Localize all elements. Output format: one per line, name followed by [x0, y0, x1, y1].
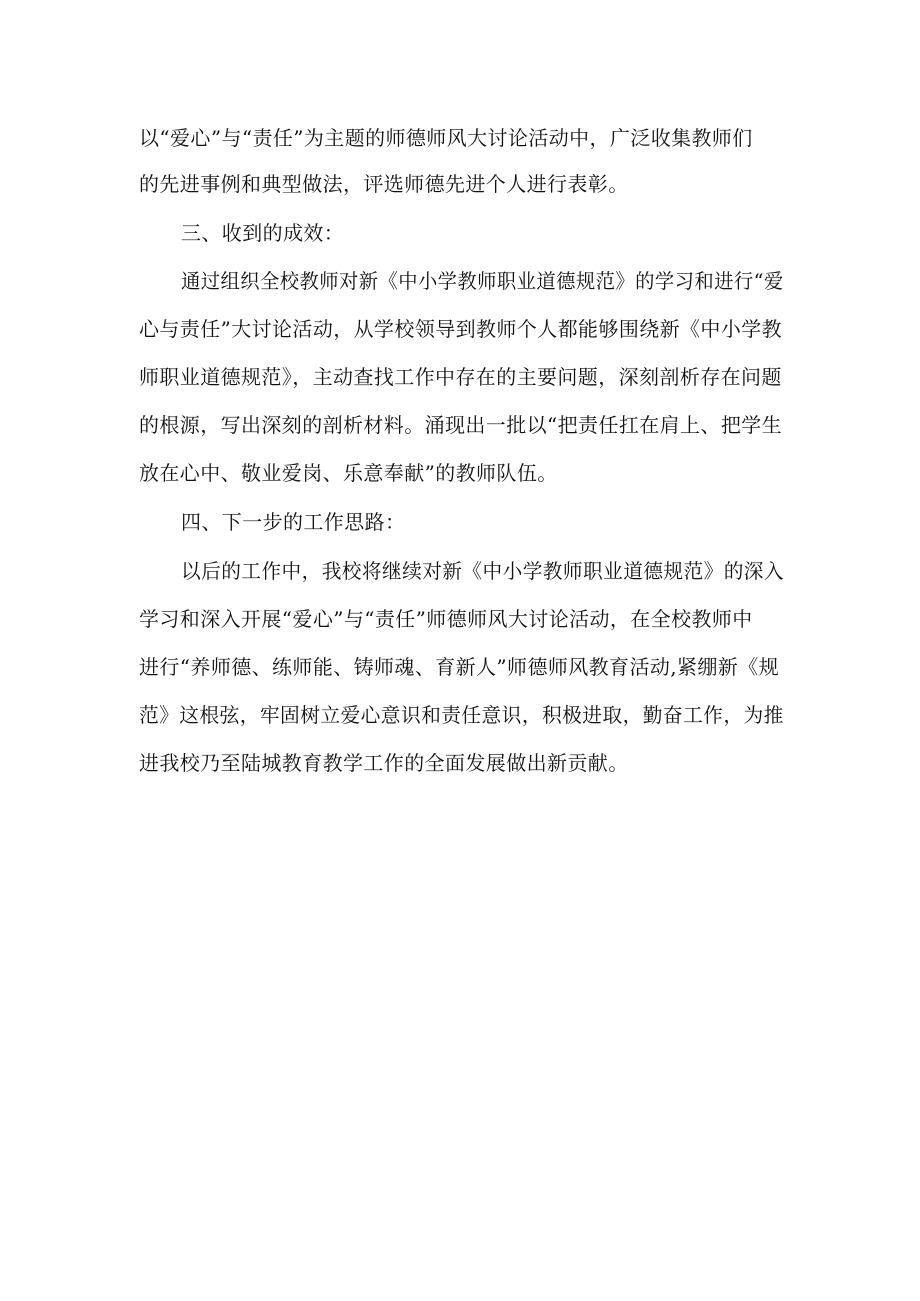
section-heading: 四、下一步的工作思路：	[181, 510, 406, 534]
section-heading: 三、收到的成效：	[181, 221, 345, 245]
text-line: 进我校乃至陆城教育教学工作的全面发展做出新贡献。	[139, 751, 629, 775]
text-line: 放在心中、敬业爱岗、乐意奉献”的教师队伍。	[139, 461, 558, 485]
text-line: 进行“养师德、练师能、铸师魂、育新人”师德师风教育活动,紧绷新《规	[139, 655, 780, 679]
text-line: 的先进事例和典型做法，评选师德先进个人进行表彰。	[139, 172, 629, 196]
text-line: 以后的工作中，我校将继续对新《中小学教师职业道德规范》的深入	[181, 559, 785, 583]
text-line: 以“爱心”与“责任”为主题的师德师风大讨论活动中，广泛收集教师们	[139, 126, 753, 150]
text-line: 的根源，写出深刻的剖析材料。涌现出一批以“把责任扛在肩上、把学生	[139, 413, 783, 437]
text-line: 心与责任”大讨论活动，从学校领导到教师个人都能够围绕新《中小学教	[139, 317, 783, 341]
text-line: 范》这根弦，牢固树立爱心意识和责任意识，积极进取，勤奋工作，为推	[139, 703, 784, 727]
text-line: 学习和深入开展“爱心”与“责任”师德师风大讨论活动，在全校教师中	[139, 607, 753, 631]
text-line: 师职业道德规范》，主动查找工作中存在的主要问题，深刻剖析存在问题	[139, 365, 782, 389]
text-line: 通过组织全校教师对新《中小学教师职业道德规范》的学习和进行“爱	[181, 269, 784, 293]
